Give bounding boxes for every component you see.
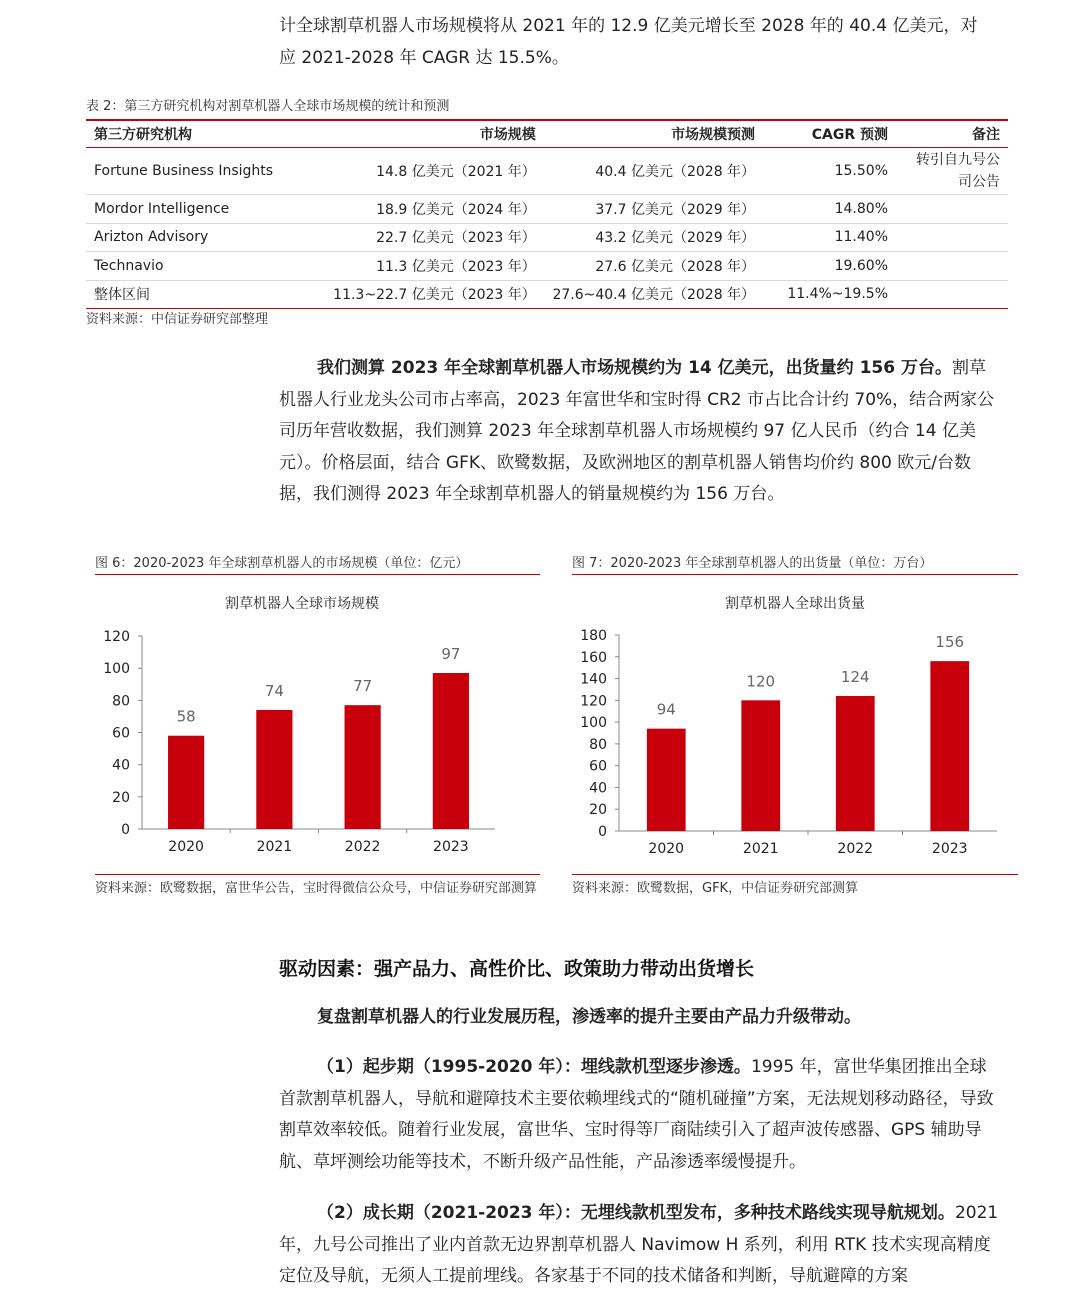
- fig6-source: 资料来源：欧鹭数据，富世华公告，宝时得微信公众号，中信证券研究部测算: [95, 881, 538, 896]
- data-label: 94: [656, 700, 676, 719]
- y-tick-label: 40: [589, 780, 607, 797]
- y-tick-label: 180: [580, 628, 607, 644]
- table-row: [86, 280, 1008, 309]
- cell-forecast: 43.2 亿美元（2029 年）: [544, 223, 763, 252]
- x-tick-label: 2020: [648, 841, 685, 857]
- data-label: 120: [746, 672, 776, 691]
- y-tick-label: 120: [103, 629, 130, 645]
- y-tick-label: 20: [112, 789, 130, 806]
- y-tick-label: 60: [589, 758, 607, 775]
- paragraph-estimate-text: 割草机器人行业龙头公司市占率高，2023 年富世华和宝时得 CR2 市占比合计约 70%，结合两家公司历年营收数据，我们测算 2023 年全球割草机器人市场规模约 97 亿人民币（约合 14 亿美元）。价格层面，结合 GFK、欧鹭数据，及欧洲地区的割草机器人销售均价约 800 欧元/台数据，我们测得 2023 年全球割草机器人的销量规模约为 156 万台。: [279, 358, 995, 504]
- fig6-title: 图 6：2020-2023 年全球割草机器人的市场规模（单位：亿元）: [95, 552, 540, 575]
- cell-note: [896, 252, 1008, 281]
- header-market-size: 市场规模: [291, 120, 544, 148]
- x-tick-label: 2022: [837, 841, 874, 857]
- cell-cagr: 11.4%~19.5%: [763, 280, 896, 309]
- cell-institution: Arizton Advisory: [86, 223, 291, 252]
- y-tick-label: 60: [112, 725, 130, 742]
- header-forecast: 市场规模预测: [544, 120, 763, 148]
- x-tick-label: 2021: [742, 841, 779, 857]
- table-header-row: [86, 120, 1008, 148]
- cell-forecast: 27.6~40.4 亿美元（2028 年）: [544, 280, 763, 309]
- bar-2021: [256, 710, 292, 829]
- cell-market-size: 14.8 亿美元（2021 年）: [291, 148, 544, 195]
- header-note: 备注: [896, 120, 1008, 148]
- cell-note: 转引自九号公司公告: [916, 152, 1000, 190]
- y-tick-label: 80: [589, 736, 607, 753]
- chart-title: 割草机器人全球市场规模: [225, 596, 379, 612]
- x-tick-label: 2023: [931, 841, 968, 857]
- bar-2022: [836, 696, 875, 831]
- y-tick-label: 20: [589, 802, 607, 819]
- fig7-source: 资料来源：欧鹭数据，GFK，中信证券研究部测算: [572, 881, 859, 896]
- data-label: 124: [840, 667, 870, 686]
- intro-line-2: 应 2021-2028 年 CAGR 达 15.5%。: [279, 48, 569, 68]
- cell-cagr: 19.60%: [763, 252, 896, 281]
- cell-market-size: 18.9 亿美元（2024 年）: [291, 195, 544, 224]
- fig6-bottom-rule: [95, 874, 540, 875]
- y-tick-label: 40: [112, 757, 130, 774]
- cell-cagr: 15.50%: [763, 148, 896, 195]
- table-source: 资料来源：中信证券研究部整理: [86, 312, 269, 327]
- intro-line-1: 计全球割草机器人市场规模将从 2021 年的 12.9 亿美元增长至 2028 年的 40.4 亿美元，对: [279, 16, 978, 36]
- data-label: 77: [353, 677, 373, 696]
- x-tick-label: 2020: [168, 839, 204, 855]
- y-tick-label: 0: [598, 824, 607, 840]
- x-tick-label: 2022: [344, 839, 381, 855]
- table-row: [86, 223, 1008, 252]
- cell-forecast: 27.6 亿美元（2028 年）: [544, 252, 763, 281]
- data-label: 58: [176, 707, 196, 726]
- fig7-bottom-rule: [572, 874, 1018, 875]
- cell-forecast: 37.7 亿美元（2029 年）: [544, 195, 763, 224]
- y-tick-label: 100: [580, 715, 607, 732]
- cell-market-size: 11.3~22.7 亿美元（2023 年）: [291, 280, 544, 309]
- x-tick-label: 2021: [256, 839, 293, 855]
- cell-note: [896, 223, 1008, 252]
- paragraph-estimate-bold: 我们测算 2023 年全球割草机器人市场规模约为 14 亿美元，出货量约 156 万台。: [317, 358, 952, 378]
- bar-2023: [433, 673, 469, 829]
- y-tick-label: 100: [103, 661, 130, 678]
- cell-market-size: 11.3 亿美元（2023 年）: [291, 252, 544, 281]
- y-tick-label: 140: [580, 671, 607, 688]
- bar-2022: [345, 705, 381, 829]
- header-institution: 第三方研究机构: [86, 120, 291, 148]
- cell-market-size: 22.7 亿美元（2023 年）: [291, 223, 544, 252]
- section-heading: 驱动因素：强产品力、高性价比、政策助力带动出货增长: [279, 958, 755, 980]
- paragraph-stage-1-text: 1995 年，富世华集团推出全球首款割草机器人，导航和避障技术主要依赖埋线式的“随机碰撞”方案，无法规划移动路径，导致割草效率较低。随着行业发展，富世华、宝时得等厂商陆续引入了超声波传感器、GPS 辅助导航、草坪测绘功能等技术，不断升级产品性能，产品渗透率缓慢提升。: [279, 1057, 994, 1172]
- fig7-chart: [572, 580, 1018, 872]
- paragraph-stage-1: [279, 1052, 1001, 1178]
- fig6-chart: [95, 580, 540, 872]
- bar-2020: [647, 729, 686, 831]
- bar-2023: [930, 661, 969, 831]
- paragraph-stage-2-bold: （2）成长期（2021-2023 年）：无埋线款机型发布，多种技术路线实现导航规划。: [317, 1203, 955, 1223]
- y-tick-label: 80: [112, 693, 130, 710]
- chart-title: 割草机器人全球出货量: [725, 596, 865, 612]
- paragraph-stage-2: [279, 1198, 1001, 1293]
- x-tick-label: 2023: [433, 839, 469, 855]
- paragraph-stage-2-text: 2021 年，九号公司推出了业内首款无边界割草机器人 Navimow H 系列，利用 RTK 技术实现高精度定位及导航，无须人工提前埋线。各家基于不同的技术储备和判断，导航避障的方案: [279, 1203, 999, 1286]
- cell-institution: Technavio: [86, 252, 291, 281]
- y-tick-label: 0: [121, 822, 130, 838]
- fig7-title: 图 7：2020-2023 年全球割草机器人的出货量（单位：万台）: [572, 552, 1018, 575]
- cell-note: [896, 195, 1008, 224]
- cell-note: [896, 280, 1008, 309]
- data-label: 156: [935, 633, 965, 652]
- bar-2020: [168, 736, 204, 829]
- data-label: 74: [264, 681, 284, 700]
- table-title: 表 2：第三方研究机构对割草机器人全球市场规模的统计和预测: [86, 99, 450, 114]
- cell-cagr: 14.80%: [763, 195, 896, 224]
- bar-2021: [741, 700, 780, 831]
- cell-institution: Fortune Business Insights: [86, 148, 291, 195]
- lead-sentence: 复盘割草机器人的行业发展历程，渗透率的提升主要由产品力升级带动。: [317, 1007, 861, 1027]
- y-tick-label: 120: [580, 693, 607, 710]
- y-tick-label: 160: [580, 649, 607, 666]
- table-row: [86, 195, 1008, 224]
- table-row: [86, 252, 1008, 281]
- paragraph-estimate: [279, 353, 1001, 511]
- data-label: 97: [441, 644, 461, 663]
- header-cagr: CAGR 预测: [763, 120, 896, 148]
- cell-institution: Mordor Intelligence: [86, 195, 291, 224]
- cell-institution: 整体区间: [86, 280, 291, 309]
- cell-forecast: 40.4 亿美元（2028 年）: [544, 148, 763, 195]
- market-size-table: [86, 119, 1008, 309]
- table-row: [86, 148, 1008, 195]
- paragraph-stage-1-bold: （1）起步期（1995-2020 年）：埋线款机型逐步渗透。: [317, 1057, 751, 1077]
- cell-cagr: 11.40%: [763, 223, 896, 252]
